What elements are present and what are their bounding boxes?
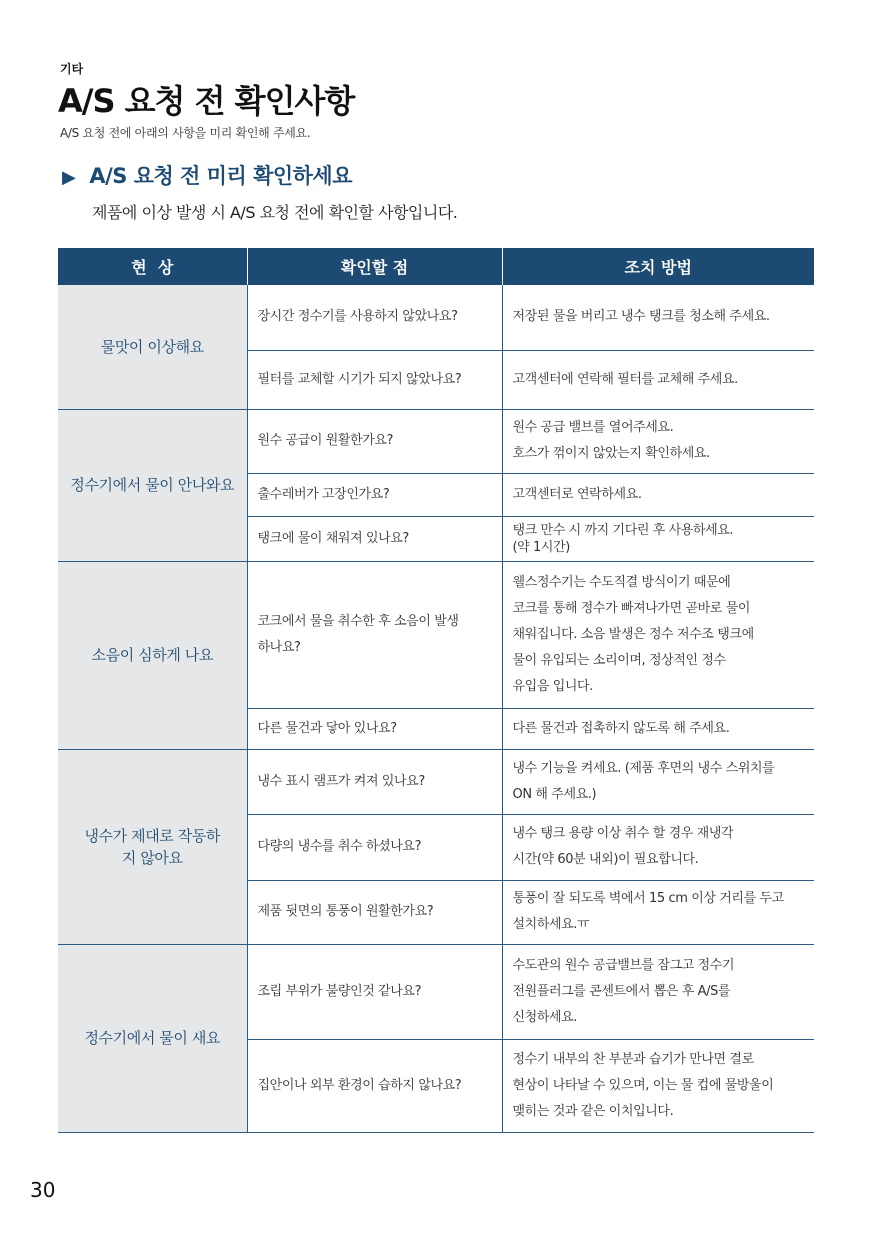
action-cell	[502, 1039, 814, 1132]
table-row	[58, 409, 814, 473]
table-row	[58, 944, 814, 1039]
action-line: 호스가 꺾이지 않았는지 확인하세요.	[512, 446, 710, 461]
action-cell	[502, 749, 814, 814]
check-cell: 필터를 교체할 시기가 되지 않았나요?	[247, 350, 502, 409]
action-line: 맺히는 것과 같은 이치입니다.	[512, 1103, 674, 1119]
action-line: 수도관의 원수 공급밸브를 잠그고 정수기	[512, 957, 735, 973]
action-line: (약 1시간)	[512, 539, 570, 555]
page-title: A/S 요청 전 확인사항	[58, 82, 355, 120]
action-line: 냉수 기능을 켜세요. (제품 후면의 냉수 스위치를	[512, 760, 775, 776]
action-line: 채워집니다. 소음 발생은 정수 저수조 탱크에	[512, 626, 754, 642]
action-line: 정수기 내부의 찬 부분과 습기가 만나면 결로	[512, 1051, 754, 1067]
triangle-right-icon: ▶	[62, 167, 76, 188]
check-cell: 집안이나 외부 환경이 습하지 않나요?	[247, 1039, 502, 1132]
action-cell	[502, 708, 814, 749]
action-line: 시간(약 60분 내외)이 필요합니다.	[512, 852, 699, 867]
table-row	[58, 561, 814, 708]
check-cell: 제품 뒷면의 통풍이 원활한가요?	[247, 880, 502, 944]
action-line: 냉수 탱크 용량 이상 취수 할 경우 재냉각	[512, 826, 734, 841]
action-cell	[502, 814, 814, 880]
header-action: 조치 방법	[502, 248, 814, 285]
action-cell	[502, 473, 814, 516]
symptom-cell: 정수기에서 물이 새요	[58, 944, 247, 1132]
section-description: 제품에 이상 발생 시 A/S 요청 전에 확인할 사항입니다.	[92, 203, 458, 222]
action-cell	[502, 285, 814, 350]
action-line: 고객센터에 연락해 필터를 교체해 주세요.	[512, 371, 738, 387]
action-line: 현상이 나타날 수 있으며, 이는 물 컵에 물방울이	[512, 1077, 774, 1093]
action-line: 원수 공급 밸브를 열어주세요.	[512, 420, 674, 435]
check-cell: 코크에서 물을 취수한 후 소음이 발생하나요?	[247, 561, 502, 708]
action-cell	[502, 350, 814, 409]
action-line: 통풍이 잘 되도록 벽에서 15 cm 이상 거리를 두고	[512, 891, 784, 906]
action-line: 저장된 물을 버리고 냉수 탱크를 청소해 주세요.	[512, 309, 770, 325]
action-line: 코크를 통해 정수가 빠져나가면 곧바로 물이	[512, 600, 751, 616]
action-line: 전원플러그를 콘센트에서 뽑은 후 A/S를	[512, 983, 731, 999]
action-line: 유입음 입니다.	[512, 678, 593, 694]
action-line: 다른 물건과 접촉하지 않도록 해 주세요.	[512, 720, 730, 736]
action-line: ON 해 주세요.)	[512, 786, 597, 802]
check-cell: 원수 공급이 원활한가요?	[247, 409, 502, 473]
action-line: 고객센터로 연락하세요.	[512, 486, 642, 502]
action-cell	[502, 516, 814, 561]
action-line: 설치하세요.ㅠ	[512, 917, 590, 932]
table-row	[58, 749, 814, 814]
action-line: 탱크 만수 시 까지 기다린 후 사용하세요.	[512, 522, 734, 538]
action-cell	[502, 880, 814, 944]
section-heading	[62, 160, 352, 190]
symptom-cell: 물맛이 이상해요	[58, 285, 247, 409]
symptom-cell: 소음이 심하게 나요	[58, 561, 247, 749]
header-check: 확인할 점	[247, 248, 502, 285]
page-subtitle: A/S 요청 전에 아래의 사항을 미리 확인해 주세요.	[60, 126, 311, 140]
symptom-cell: 냉수가 제대로 작동하지 않아요	[58, 749, 247, 944]
table-header-row	[58, 248, 814, 285]
action-line: 신청하세요.	[512, 1009, 578, 1025]
action-cell	[502, 409, 814, 473]
troubleshooting-table	[58, 248, 814, 1133]
action-cell	[502, 944, 814, 1039]
section-title: A/S 요청 전 미리 확인하세요	[89, 164, 352, 188]
check-cell: 냉수 표시 램프가 켜져 있나요?	[247, 749, 502, 814]
check-cell: 탱크에 물이 채워져 있나요?	[247, 516, 502, 561]
check-cell: 장시간 정수기를 사용하지 않았나요?	[247, 285, 502, 350]
action-cell	[502, 561, 814, 708]
check-cell: 다량의 냉수를 취수 하셨나요?	[247, 814, 502, 880]
table-body	[58, 285, 814, 1132]
category-label: 기타	[60, 62, 84, 76]
check-cell: 다른 물건과 닿아 있나요?	[247, 708, 502, 749]
header-symptom: 현 상	[58, 248, 247, 285]
action-line: 물이 유입되는 소리이며, 정상적인 정수	[512, 652, 726, 668]
symptom-cell: 정수기에서 물이 안나와요	[58, 409, 247, 561]
check-cell: 조립 부위가 불량인것 같나요?	[247, 944, 502, 1039]
table-row	[58, 285, 814, 350]
page-number: 30	[30, 1178, 56, 1202]
check-cell: 출수레버가 고장인가요?	[247, 473, 502, 516]
action-line: 웰스정수기는 수도직결 방식이기 때문에	[512, 574, 731, 590]
